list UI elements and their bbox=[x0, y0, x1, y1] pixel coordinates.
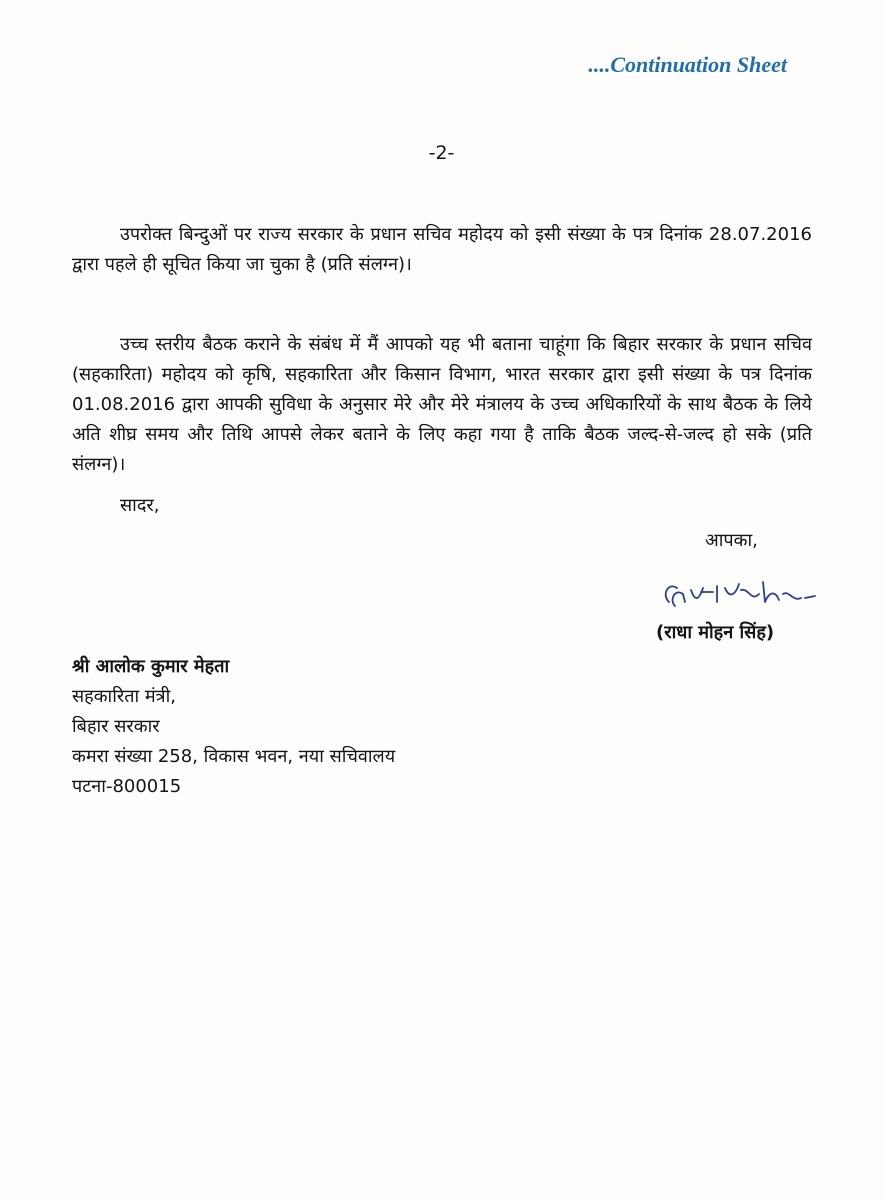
addressee-block bbox=[72, 652, 395, 802]
body-paragraph-1 bbox=[72, 220, 812, 280]
addressee-line: कमरा संख्या 258, विकास भवन, नया सचिवालय bbox=[72, 746, 396, 767]
addressee-line: पटना-800015 bbox=[72, 776, 182, 797]
sign-off: आपका, bbox=[705, 530, 758, 551]
paragraph-text: उपरोक्त बिन्दुओं पर राज्य सरकार के प्रधान सचिव महोदय को इसी संख्या के पत्र दिनांक 28.07.2016 द्वारा पहले ही सूचित किया जा चुका है (प्रति संलग्न)। bbox=[72, 224, 812, 275]
continuation-sheet-header: ....Continuation Sheet bbox=[588, 52, 787, 77]
addressee-name: श्री आलोक कुमार मेहता bbox=[72, 656, 230, 677]
handwritten-signature bbox=[655, 572, 835, 620]
paragraph-text: उच्च स्तरीय बैठक कराने के संबंध में मैं आपको यह भी बताना चाहूंगा कि बिहार सरकार के प्रधान सचिव (सहकारिता) महोदय को कृषि, सहकारिता और किसान विभाग, भारत सरकार द्वारा इसी संख्या के पत्र दिनांक 01.08.2016 द्वारा आपकी सुविधा के अनुसार मेरे और मेरे मंत्रालय के उच्च अधिकारियों के साथ बैठक के लिये अति शीघ्र समय और तिथि आपसे लेकर बताने के लिए कहा गया है ताकि बैठक जल्द-से-जल्द हो सके (प्रति संलग्न)। bbox=[72, 334, 812, 475]
signature-scribble-icon bbox=[655, 572, 835, 620]
addressee-line: सहकारिता मंत्री, bbox=[72, 686, 176, 707]
signatory-name: (राधा मोहन सिंह) bbox=[656, 622, 775, 643]
addressee-line: बिहार सरकार bbox=[72, 716, 160, 737]
body-paragraph-2 bbox=[72, 330, 812, 480]
closing-salutation: सादर, bbox=[120, 495, 160, 516]
page-number: -2- bbox=[428, 142, 455, 164]
